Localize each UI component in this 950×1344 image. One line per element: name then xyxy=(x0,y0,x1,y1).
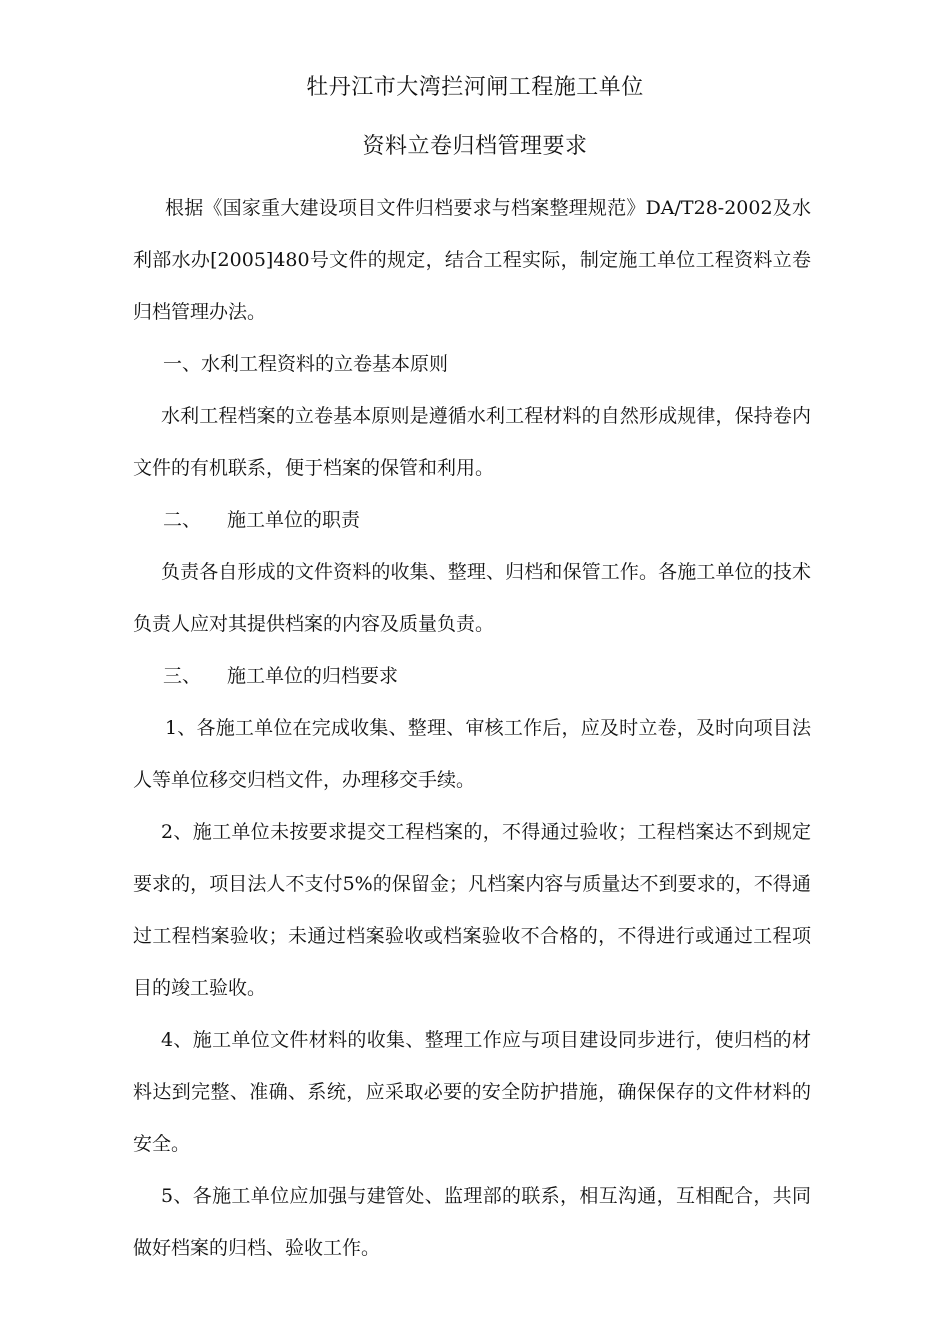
section-2-heading xyxy=(133,494,811,546)
requirement-item-1: 1、各施工单位在完成收集、整理、审核工作后，应及时立卷，及时向项目法人等单位移交归档文件，办理移交手续。 xyxy=(133,717,811,791)
document-title-line2: 资料立卷归档管理要求 xyxy=(362,134,588,159)
section-2-heading-text: 施工单位的职责 xyxy=(227,509,361,531)
requirement-item-5: 5、各施工单位应加强与建管处、监理部的联系，相互沟通，互相配合，共同做好档案的归档、验收工作。 xyxy=(133,1185,811,1259)
section-3-heading xyxy=(133,650,811,702)
section-3-number: 三、 xyxy=(163,665,202,687)
section-1-heading: 一、水利工程资料的立卷基本原则 xyxy=(163,353,449,375)
section-2-text: 负责各自形成的文件资料的收集、整理、归档和保管工作。各施工单位的技术负责人应对其提供档案的内容及质量负责。 xyxy=(133,561,811,635)
requirement-item-2: 2、施工单位未按要求提交工程档案的，不得通过验收；工程档案达不到规定要求的，项目法人不支付5%的保留金；凡档案内容与质量达不到要求的，不得通过工程档案验收；未通过档案验收或档案验收不合格的，不得进行或通过工程项目的竣工验收。 xyxy=(133,821,811,999)
document-title-line1: 牡丹江市大湾拦河闸工程施工单位 xyxy=(306,75,644,100)
intro-paragraph: 根据《国家重大建设项目文件归档要求与档案整理规范》DA/T28-2002及水利部水办[2005]480号文件的规定，结合工程实际，制定施工单位工程资料立卷归档管理办法。 xyxy=(133,197,811,323)
section-1-text: 水利工程档案的立卷基本原则是遵循水利工程材料的自然形成规律，保持卷内文件的有机联系，便于档案的保管和利用。 xyxy=(133,405,811,479)
section-3-heading-text: 施工单位的归档要求 xyxy=(227,665,399,687)
section-2-number: 二、 xyxy=(163,509,202,531)
requirement-item-4: 4、施工单位文件材料的收集、整理工作应与项目建设同步进行，使归档的材料达到完整、准确、系统，应采取必要的安全防护措施，确保保存的文件材料的安全。 xyxy=(133,1029,811,1155)
document-body xyxy=(133,182,811,1274)
